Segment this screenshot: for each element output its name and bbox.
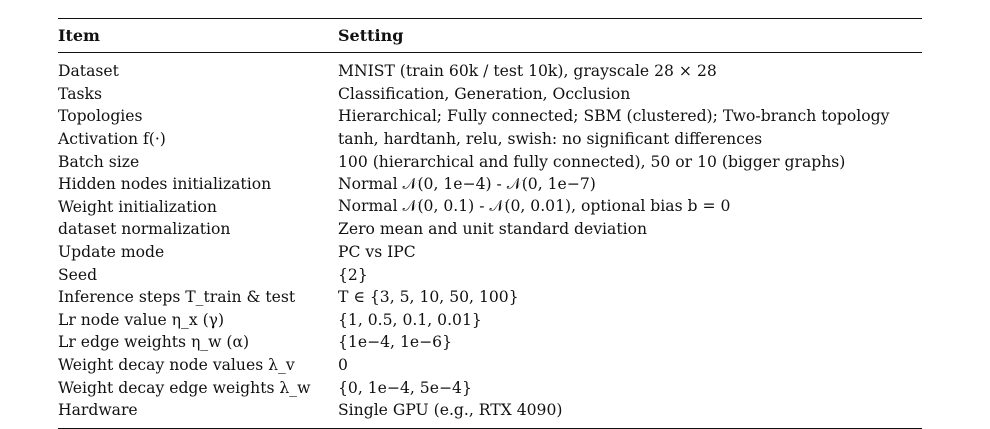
row-setting: Hierarchical; Fully connected; SBM (clustered); Two-branch topology <box>338 107 890 126</box>
table-header-row <box>58 19 922 52</box>
table-body <box>58 53 922 422</box>
table-row <box>58 60 922 83</box>
header-setting: Setting <box>338 26 404 45</box>
row-item: Tasks <box>58 84 102 103</box>
row-item: Batch size <box>58 152 140 171</box>
table-row <box>58 354 922 377</box>
table-row <box>58 173 922 196</box>
table-row <box>58 376 922 399</box>
row-setting: {1, 0.5, 0.1, 0.01} <box>338 310 482 329</box>
row-item: Inference steps T_train & test <box>58 288 296 307</box>
row-item: Seed <box>58 265 98 284</box>
table-row <box>58 263 922 286</box>
row-setting: T ∈ {3, 5, 10, 50, 100} <box>338 288 519 307</box>
table-row <box>58 83 922 106</box>
row-item: Lr edge weights η_w (α) <box>58 333 250 352</box>
row-item: Lr node value η_x (γ) <box>58 310 225 329</box>
row-item: Hardware <box>58 401 138 420</box>
table-row <box>58 218 922 241</box>
row-item: Weight decay node values λ_v <box>58 356 295 375</box>
table-row <box>58 196 922 219</box>
header-item: Item <box>58 26 100 45</box>
settings-table <box>58 18 922 429</box>
row-item: Weight decay edge weights λ_w <box>58 378 311 397</box>
row-item: Topologies <box>58 107 143 126</box>
table-row <box>58 150 922 173</box>
table-row <box>58 331 922 354</box>
row-setting: 0 <box>338 356 348 375</box>
row-setting: 100 (hierarchical and fully connected), 50 or 10 (bigger graphs) <box>338 152 846 171</box>
row-item: Hidden nodes initialization <box>58 175 272 194</box>
row-setting: PC vs IPC <box>338 243 416 262</box>
row-setting: Zero mean and unit standard deviation <box>338 220 648 239</box>
row-setting: Single GPU (e.g., RTX 4090) <box>338 401 563 420</box>
row-item: Activation f(·) <box>58 130 166 149</box>
table-row <box>58 128 922 151</box>
row-setting: tanh, hardtanh, relu, swish: no significant differences <box>338 130 763 149</box>
row-setting: Normal 𝒩(0, 0.1) - 𝒩(0, 0.01), optional bias b = 0 <box>338 197 731 216</box>
row-setting: {1e−4, 1e−6} <box>338 333 453 352</box>
row-item: dataset normalization <box>58 220 231 239</box>
table-bottom-rule <box>58 428 922 429</box>
row-setting: {0, 1e−4, 5e−4} <box>338 378 472 397</box>
table-row <box>58 241 922 264</box>
row-setting: {2} <box>338 265 368 284</box>
row-item: Weight initialization <box>58 197 217 216</box>
row-setting: Classification, Generation, Occlusion <box>338 84 631 103</box>
table-row <box>58 309 922 332</box>
row-setting: MNIST (train 60k / test 10k), grayscale 28 × 28 <box>338 62 717 81</box>
table-row <box>58 286 922 309</box>
table-row <box>58 399 922 422</box>
row-item: Update mode <box>58 243 165 262</box>
table-row <box>58 105 922 128</box>
row-item: Dataset <box>58 62 119 81</box>
row-setting: Normal 𝒩(0, 1e−4) - 𝒩(0, 1e−7) <box>338 174 596 193</box>
